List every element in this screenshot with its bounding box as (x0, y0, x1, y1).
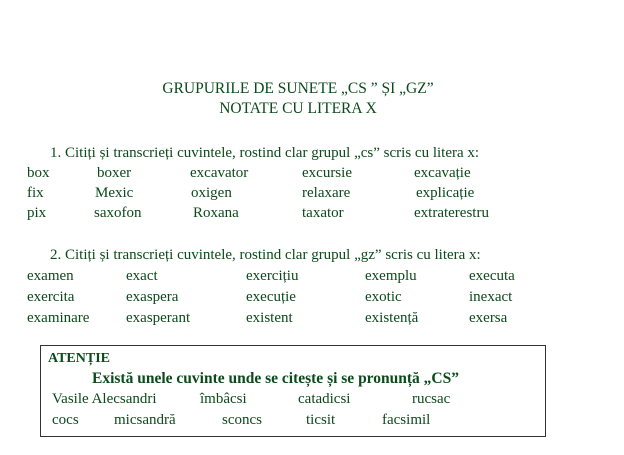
word: exasperant (126, 310, 191, 326)
word: cocs (52, 412, 79, 428)
word: boxer (97, 165, 132, 181)
word: exercițiu (246, 268, 299, 284)
instruction-2: 2. Citiți și transcrieți cuvintele, rostind clar grupul „gz” scris cu litera x: (50, 247, 481, 263)
word: Mexic (95, 185, 134, 201)
word: exemplu (365, 268, 417, 284)
word: explicație (416, 185, 475, 201)
word: rucsac (412, 391, 451, 407)
word: relaxare (302, 185, 351, 201)
word: Roxana (193, 205, 239, 221)
word: excursie (302, 165, 352, 181)
page-title-line-1: GRUPURILE DE SUNETE „CS ” ȘI „GZ” (162, 80, 434, 97)
attention-box (40, 345, 546, 437)
word-row (41, 412, 545, 432)
word: fix (27, 185, 44, 201)
word: exotic (365, 289, 402, 305)
attention-label: ATENȚIE (48, 351, 110, 366)
page-title-line-2: NOTATE CU LITERA X (219, 100, 377, 117)
word: excavator (190, 165, 249, 181)
word: examen (27, 268, 74, 284)
word: Vasile Alecsandri (52, 391, 157, 407)
word: examinare (27, 310, 90, 326)
word-row (41, 391, 545, 411)
word: ticsit (306, 412, 336, 428)
word: micsandră (114, 412, 176, 428)
word: exaspera (126, 289, 179, 305)
word: facsimil (382, 412, 431, 428)
word: îmbâcsi (200, 391, 247, 407)
word: oxigen (191, 185, 232, 201)
word: exercita (27, 289, 75, 305)
word: exact (126, 268, 158, 284)
word: saxofon (94, 205, 142, 221)
word: extraterestru (414, 205, 489, 221)
word: box (27, 165, 50, 181)
word: catadicsi (298, 391, 351, 407)
word: executa (469, 268, 515, 284)
word: execuție (246, 289, 296, 305)
word: pix (27, 205, 47, 221)
word: existență (365, 310, 419, 326)
word: inexact (469, 289, 513, 305)
instruction-1: 1. Citiți și transcrieți cuvintele, rostind clar grupul „cs” scris cu litera x: (50, 145, 480, 161)
word: excavație (414, 165, 471, 181)
attention-heading: Există unele cuvinte unde se citește și se pronunță „CS” (92, 370, 459, 387)
word: existent (246, 310, 293, 326)
word: exersa (469, 310, 508, 326)
word: sconcs (222, 412, 262, 428)
word: taxator (302, 205, 344, 221)
